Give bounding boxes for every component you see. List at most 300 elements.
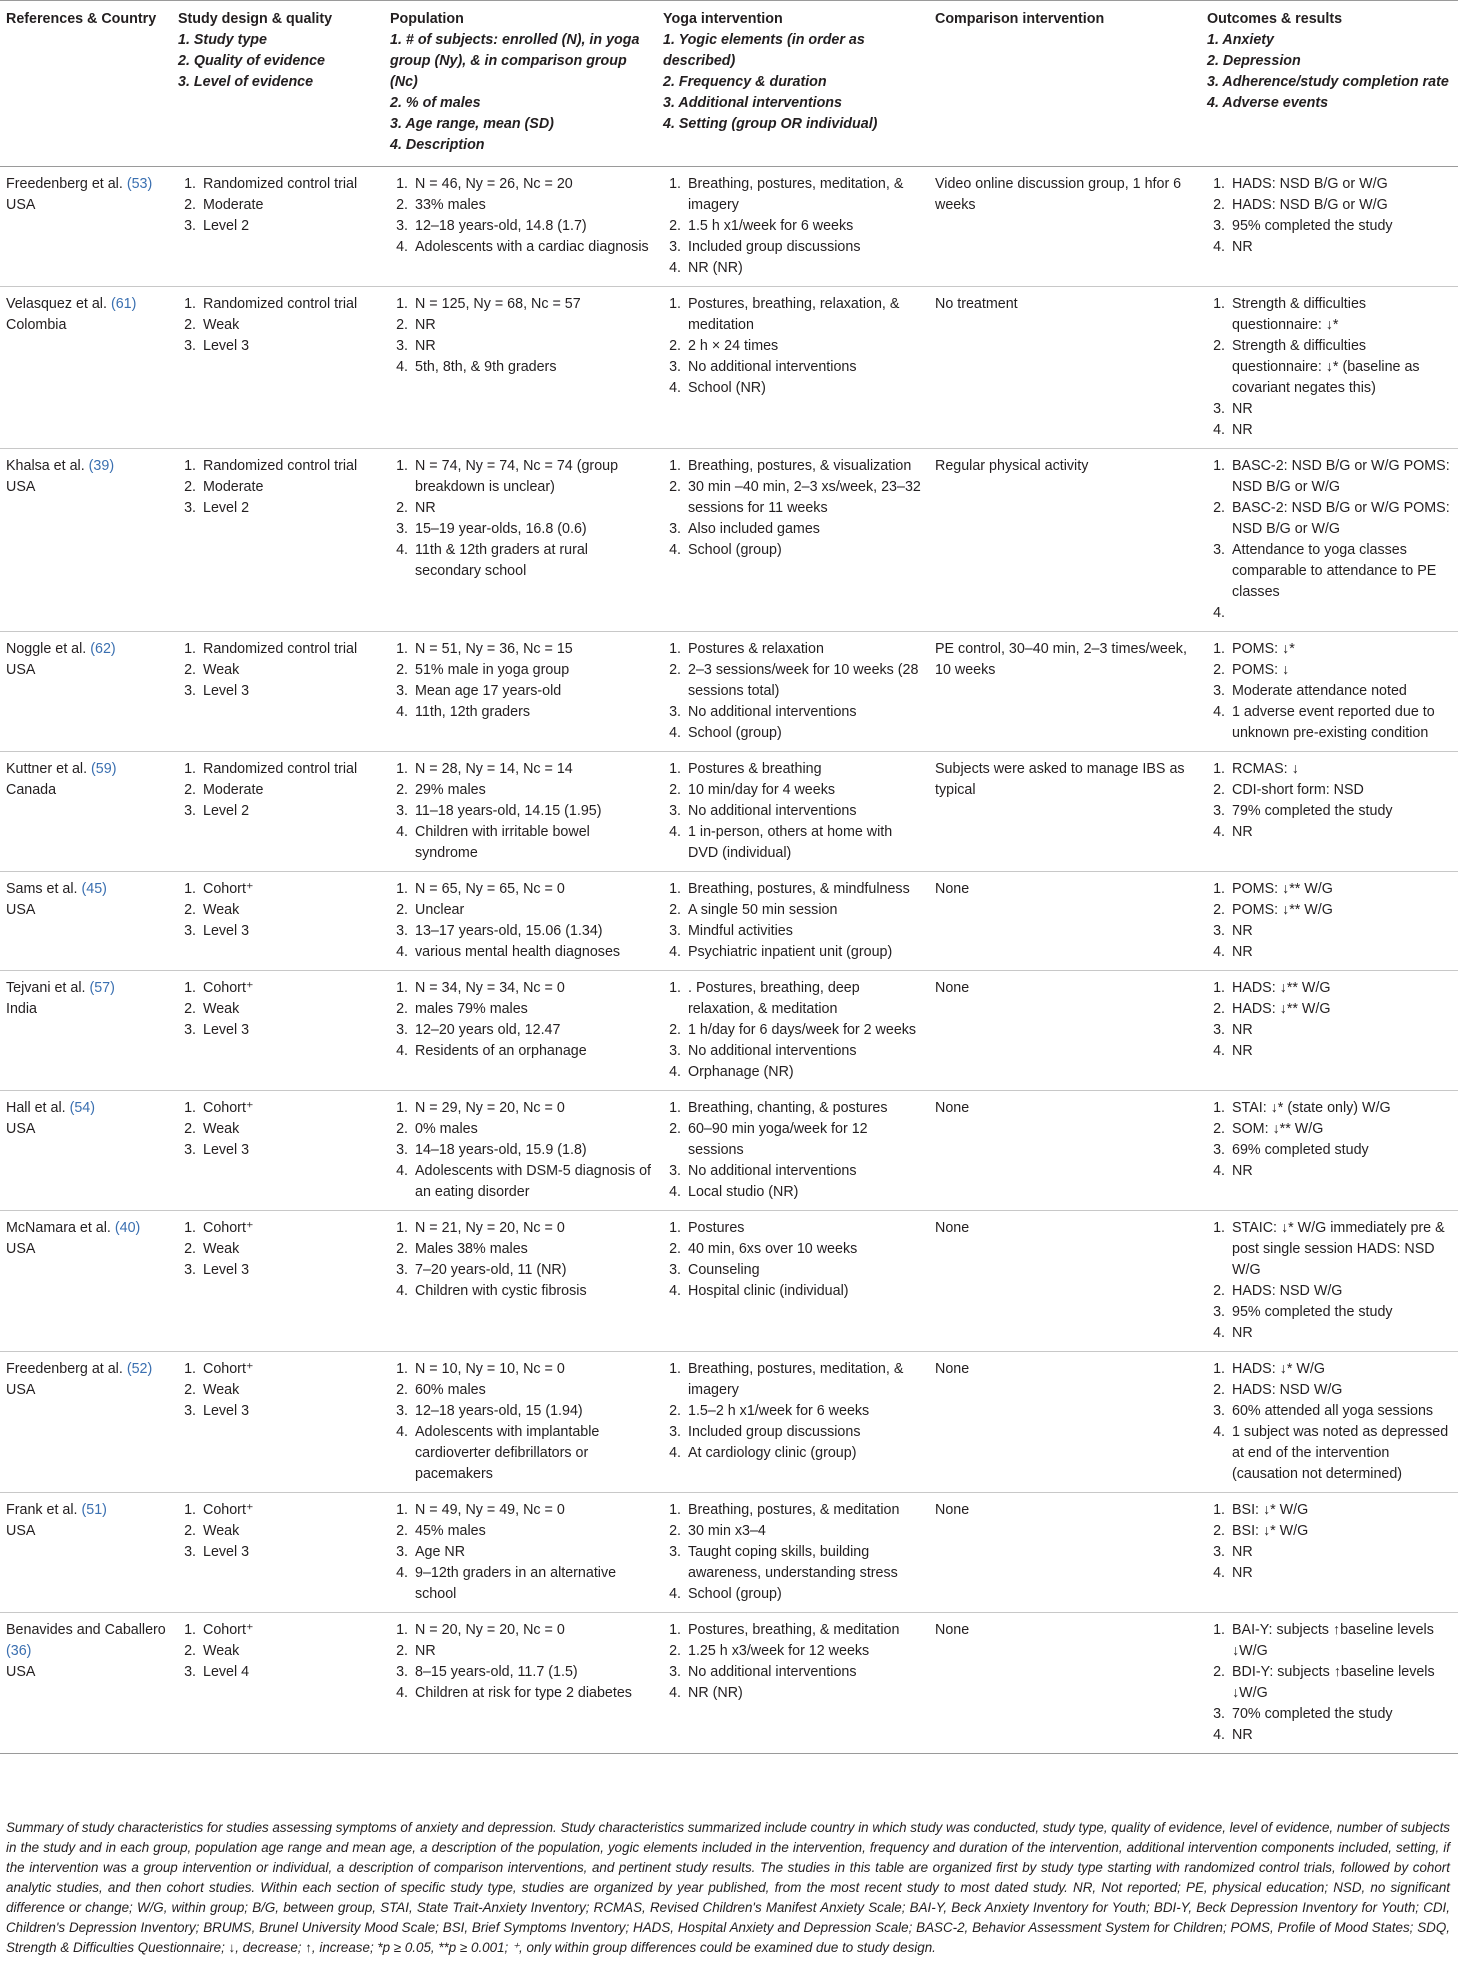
reference-cell [0,449,172,632]
population-list [390,639,651,723]
list-item: 1. BASC-2: NSD B/G or W/G POMS: NSD B/G or W/G [1229,456,1452,498]
yoga-list [663,1218,923,1302]
list-item: 2. Moderate [200,195,378,216]
list-item: 3. No additional interventions [685,1662,923,1683]
outcomes-list [1207,1218,1452,1344]
list-item: 2. Weak [200,900,378,921]
outcomes-list [1207,879,1452,963]
list-item: 4. 9–12th graders in an alternative school [412,1563,651,1605]
list-item: 2. Moderate [200,477,378,498]
table-row [0,1211,1458,1352]
list-item: 4. NR [1229,237,1452,258]
reference-link[interactable]: (57) [89,980,115,996]
list-item: 2. 10 min/day for 4 weeks [685,780,923,801]
design-cell [172,167,384,287]
list-item: 3. Level 3 [200,1401,378,1422]
outcomes-cell [1201,872,1458,971]
list-item: 3. NR [412,336,651,357]
comparison-cell: None [929,1091,1201,1211]
header-item: 2. Quality of evidence [178,53,325,69]
yoga-cell [657,1613,929,1754]
list-item: 2. HADS: NSD B/G or W/G [1229,195,1452,216]
reference-link[interactable]: (36) [6,1643,32,1659]
list-item: 2. Males 38% males [412,1239,651,1260]
header-references [0,1,172,167]
comparison-cell: None [929,872,1201,971]
list-item: 3. 69% completed study [1229,1140,1452,1161]
reference-cell [0,167,172,287]
list-item: 3. Included group discussions [685,1422,923,1443]
reference-link[interactable]: (61) [110,296,137,312]
population-list [390,1359,651,1485]
list-item: 1. BSI: ↓* W/G [1229,1500,1452,1521]
yoga-list [663,879,923,963]
header-item: 3. Level of evidence [178,74,314,90]
list-item: 3. Level 3 [200,921,378,942]
population-cell [384,167,657,287]
list-item: 1. Randomized control trial [200,456,378,477]
list-item: 1. N = 51, Ny = 36, Nc = 15 [412,639,651,660]
population-cell [384,752,657,872]
list-item: 2. 60% males [412,1380,651,1401]
table-row [0,1613,1458,1754]
outcomes-cell [1201,971,1458,1091]
comparison-cell: None [929,1352,1201,1493]
list-item: 1. N = 46, Ny = 26, Nc = 20 [412,174,651,195]
table-row [0,167,1458,287]
list-item: 1. STAIC: ↓* W/G immediately pre & post single session HADS: NSD W/G [1229,1218,1452,1281]
list-item: 2. Weak [200,315,378,336]
list-item: 1. Strength & difficulties questionnaire: ↓* [1229,294,1452,336]
design-cell [172,971,384,1091]
list-item: 4. NR [1229,822,1452,843]
reference-link[interactable]: (59) [91,761,117,777]
outcomes-list [1207,456,1452,624]
list-item: 4. 11th, 12th graders [412,702,651,723]
header-population [384,1,657,167]
reference-country: Colombia [6,317,67,333]
outcomes-cell [1201,167,1458,287]
yoga-cell [657,1091,929,1211]
design-list [178,1620,378,1683]
header-item: 1. # of subjects: enrolled (N), in yoga group (Ny), & in comparison group (Nc) [390,32,640,90]
yoga-list [663,1098,923,1203]
list-item: 4. NR [1229,942,1452,963]
list-item: 1. HADS: ↓* W/G [1229,1359,1452,1380]
design-cell [172,632,384,752]
list-item: 2. POMS: ↓** W/G [1229,900,1452,921]
list-item: 1. RCMAS: ↓ [1229,759,1452,780]
list-item: 1. POMS: ↓* [1229,639,1452,660]
list-item: 2. 29% males [412,780,651,801]
list-item: 2. 51% male in yoga group [412,660,651,681]
list-item: 1. STAI: ↓* (state only) W/G [1229,1098,1452,1119]
list-item: 3. 14–18 years-old, 15.9 (1.8) [412,1140,651,1161]
comparison-cell: Regular physical activity [929,449,1201,632]
list-item: 1. N = 49, Ny = 49, Nc = 0 [412,1500,651,1521]
list-item: 2. A single 50 min session [685,900,923,921]
list-item: 4. 1 subject was noted as depressed at end of the intervention (causation not determined) [1229,1422,1452,1485]
outcomes-list [1207,759,1452,843]
outcomes-cell [1201,449,1458,632]
yoga-list [663,1500,923,1605]
population-list [390,1500,651,1605]
reference-author: Benavides and Caballero [6,1622,166,1638]
reference-cell [0,872,172,971]
list-item: 1. Postures & relaxation [685,639,923,660]
design-cell [172,287,384,449]
design-cell [172,1352,384,1493]
reference-cell [0,1613,172,1754]
list-item: 4. At cardiology clinic (group) [685,1443,923,1464]
reference-author: Freedenberg et al. [6,176,123,192]
outcomes-cell [1201,752,1458,872]
outcomes-cell [1201,1211,1458,1352]
table-row [0,872,1458,971]
population-list [390,1620,651,1704]
list-item: 3. Mindful activities [685,921,923,942]
list-item: 2. POMS: ↓ [1229,660,1452,681]
list-item: 4. NR (NR) [685,1683,923,1704]
list-item: 2. 30 min x3–4 [685,1521,923,1542]
list-item: 2. 45% males [412,1521,651,1542]
reference-cell [0,752,172,872]
list-item: 1. Breathing, postures, meditation, & imagery [685,1359,923,1401]
list-item: 1. N = 10, Ny = 10, Nc = 0 [412,1359,651,1380]
yoga-cell [657,287,929,449]
list-item: 3. Age NR [412,1542,651,1563]
population-cell [384,287,657,449]
list-item: 4. NR (NR) [685,258,923,279]
yoga-cell [657,632,929,752]
list-item: 4. Children at risk for type 2 diabetes [412,1683,651,1704]
reference-link[interactable]: (45) [81,881,107,897]
yoga-list [663,174,923,279]
reference-cell [0,1091,172,1211]
list-item: 3. NR [1229,399,1452,420]
list-item: 2. 1 h/day for 6 days/week for 2 weeks [685,1020,923,1041]
reference-author: McNamara et al. [6,1220,111,1236]
header-item: 2. % of males [390,95,481,111]
outcomes-cell [1201,1352,1458,1493]
list-item: 3. Attendance to yoga classes comparable to attendance to PE classes [1229,540,1452,603]
list-item: 1. N = 74, Ny = 74, Nc = 74 (group breakdown is unclear) [412,456,651,498]
yoga-cell [657,449,929,632]
list-item: 2. Weak [200,1119,378,1140]
population-list [390,1098,651,1203]
list-item: 2. NR [412,498,651,519]
list-item: 2. NR [412,1641,651,1662]
list-item: 2. BDI-Y: subjects ↑baseline levels ↓W/G [1229,1662,1452,1704]
reference-country: USA [6,1664,36,1680]
outcomes-cell [1201,1613,1458,1754]
reference-author: Hall et al. [6,1100,66,1116]
yoga-cell [657,1493,929,1613]
population-cell [384,1613,657,1754]
list-item: 3. Level 3 [200,336,378,357]
header-item: 2. Depression [1207,53,1301,69]
list-item: 2. HADS: NSD W/G [1229,1281,1452,1302]
reference-author: Noggle et al. [6,641,87,657]
population-list [390,978,651,1062]
list-item: 4. NR [1229,1725,1452,1746]
yoga-list [663,1620,923,1704]
reference-link[interactable]: (53) [126,176,153,192]
list-item: 3. NR [1229,1542,1452,1563]
table-row [0,1352,1458,1493]
list-item: 3. NR [1229,1020,1452,1041]
header-item: 1. Study type [178,32,267,48]
header-study-design-title: Study design & quality [178,11,333,27]
reference-country: India [6,1001,38,1017]
list-item: 3. No additional interventions [685,702,923,723]
header-comparison-title: Comparison intervention [935,11,1105,27]
comparison-cell: None [929,1613,1201,1754]
yoga-cell [657,1211,929,1352]
list-item: 2. 33% males [412,195,651,216]
population-cell [384,632,657,752]
list-item: 1. Randomized control trial [200,294,378,315]
header-outcomes-title: Outcomes & results [1207,11,1343,27]
reference-link[interactable]: (54) [69,1100,96,1116]
reference-link[interactable]: (40) [114,1220,141,1236]
list-item: 3. No additional interventions [685,1161,923,1182]
reference-cell [0,1211,172,1352]
list-item: 3. 11–18 years-old, 14.15 (1.95) [412,801,651,822]
list-item: 1. Breathing, postures, meditation, & imagery [685,174,923,216]
list-item: 3. 15–19 year-olds, 16.8 (0.6) [412,519,651,540]
list-item: 3. Level 4 [200,1662,378,1683]
list-item: 3. 79% completed the study [1229,801,1452,822]
reference-cell [0,632,172,752]
reference-link[interactable]: (39) [88,458,115,474]
reference-author: Khalsa et al. [6,458,85,474]
list-item: 3. Level 2 [200,216,378,237]
reference-country: USA [6,479,36,495]
list-item: 3. 95% completed the study [1229,216,1452,237]
outcomes-list [1207,1098,1452,1182]
outcomes-cell [1201,1493,1458,1613]
list-item: 3. NR [1229,921,1452,942]
list-item: 2. 1.25 h x3/week for 12 weeks [685,1641,923,1662]
list-item: 3. Moderate attendance noted [1229,681,1452,702]
comparison-cell: None [929,971,1201,1091]
design-cell [172,1493,384,1613]
reference-cell [0,1352,172,1493]
header-study-design [172,1,384,167]
list-item: 1. Cohort⁺ [200,1218,378,1239]
list-item: 3. 70% completed the study [1229,1704,1452,1725]
list-item: 4. Children with irritable bowel syndrome [412,822,651,864]
outcomes-cell [1201,1091,1458,1211]
list-item: 2. Weak [200,1521,378,1542]
reference-author: Freedenberg at al. [6,1361,123,1377]
list-item: 1. Breathing, chanting, & postures [685,1098,923,1119]
list-item: 4. various mental health diagnoses [412,942,651,963]
list-item: 1. Postures & breathing [685,759,923,780]
list-item: 3. Also included games [685,519,923,540]
list-item: 2. Weak [200,1239,378,1260]
outcomes-list [1207,1359,1452,1485]
reference-country: Canada [6,782,57,798]
list-item: 2. Weak [200,660,378,681]
yoga-cell [657,167,929,287]
list-item: 4. NR [1229,1323,1452,1344]
header-item: 2. Frequency & duration [663,74,827,90]
reference-author: Sams et al. [6,881,78,897]
design-list [178,879,378,942]
yoga-list [663,1359,923,1464]
list-item: 4. School (group) [685,540,923,561]
table-row [0,287,1458,449]
list-item: 4. Adolescents with DSM-5 diagnosis of an eating disorder [412,1161,651,1203]
list-item: 1. Postures [685,1218,923,1239]
reference-link[interactable]: (51) [81,1502,107,1518]
population-cell [384,971,657,1091]
list-item: 2. 1.5–2 h x1/week for 6 weeks [685,1401,923,1422]
reference-country: USA [6,1382,36,1398]
list-item: 3. Level 3 [200,1260,378,1281]
list-item: 3. Taught coping skills, building awareness, understanding stress [685,1542,923,1584]
outcomes-list [1207,639,1452,744]
list-item: 3. Included group discussions [685,237,923,258]
outcomes-list [1207,978,1452,1062]
table-header [0,1,1458,167]
list-item: 4. Adolescents with a cardiac diagnosis [412,237,651,258]
list-item: 3. 12–18 years-old, 15 (1.94) [412,1401,651,1422]
reference-cell [0,971,172,1091]
yoga-cell [657,971,929,1091]
yoga-list [663,978,923,1083]
list-item: 3. 12–20 years old, 12.47 [412,1020,651,1041]
list-item: 2. Weak [200,1380,378,1401]
design-list [178,1500,378,1563]
list-item: 3. No additional interventions [685,1041,923,1062]
table-row [0,971,1458,1091]
table-caption: Summary of study characteristics for studies assessing symptoms of anxiety and depression. Study characteristics summarized include country in which study was conducted, study type, quality of evidence, level of evidence, number of subjects in the study and in each group, population age range and mean age, a description of the population, yogic elements included in the intervention, frequency and duration of the intervention, additional intervention components included, setting, if the intervention was a group intervention or individual, a description of comparison interventions, and pertinent study results. The studies in this table are organized first by study type starting with randomized control trials, followed by cohort analytic studies, and then cohort studies. Within each section of specific study type, studies are organized by year published, from the most recent study to most dated study. NR, Not reported; PE, physical education; NSD, no significant difference or change; W/G, within group; B/G, between group, STAI, State Trait-Anxiety Inventory; RCMAS, Revised Children's Manifest Anxiety Scale; BAI-Y, Beck Anxiety Inventory for Youth; BDI-Y, Beck Depression Inventory for Youth; CDI, Children's Depression Inventory; BRUMS, Brunel University Mood Scale; BSI, Brief Symptoms Inventory; HADS, Hospital Anxiety and Depression Scale; BASC-2, Behavior Assessment System for Children; POMS, Profile of Mood States; SDQ, Strength & Difficulties Questionnaire; ↓, decrease; ↑, increase; *p ≥ 0.05, **p ≥ 0.001; ⁺, only within group differences could be examined due to study design. [6,1820,1450,1955]
list-item: 2. 0% males [412,1119,651,1140]
list-item: 2. BSI: ↓* W/G [1229,1521,1452,1542]
list-item: 1. Cohort⁺ [200,879,378,900]
reference-author: Velasquez et al. [6,296,107,312]
comparison-cell: None [929,1211,1201,1352]
list-item: 1. N = 21, Ny = 20, Nc = 0 [412,1218,651,1239]
table-row [0,1091,1458,1211]
list-item: 2. 2–3 sessions/week for 10 weeks (28 sessions total) [685,660,923,702]
list-item: 1. Breathing, postures, & visualization [685,456,923,477]
design-list [178,174,378,237]
design-cell [172,872,384,971]
list-item: 2. BASC-2: NSD B/G or W/G POMS: NSD B/G or W/G [1229,498,1452,540]
list-item: 2. Unclear [412,900,651,921]
list-item: 2. 1.5 h x1/week for 6 weeks [685,216,923,237]
header-item: 3. Age range, mean (SD) [390,116,554,132]
table-row [0,1493,1458,1613]
list-item: 2. Strength & difficulties questionnaire: ↓* (baseline as covariant negates this) [1229,336,1452,399]
list-item: 4. NR [1229,1041,1452,1062]
list-item: 4. NR [1229,1563,1452,1584]
list-item: 3. Level 2 [200,498,378,519]
list-item: 1. HADS: ↓** W/G [1229,978,1452,999]
yoga-list [663,759,923,864]
design-cell [172,1613,384,1754]
list-item: 3. Level 3 [200,1542,378,1563]
reference-country: USA [6,1523,36,1539]
list-item: 4. School (group) [685,1584,923,1605]
list-item: 3. Counseling [685,1260,923,1281]
outcomes-cell [1201,632,1458,752]
list-item: 1. POMS: ↓** W/G [1229,879,1452,900]
list-item: 4. NR [1229,420,1452,441]
design-list [178,1359,378,1422]
population-cell [384,449,657,632]
population-list [390,294,651,378]
population-list [390,879,651,963]
list-item: 4. 11th & 12th graders at rural secondary school [412,540,651,582]
population-list [390,1218,651,1302]
reference-link[interactable]: (52) [126,1361,153,1377]
list-item: 4. 1 adverse event reported due to unknown pre-existing condition [1229,702,1452,744]
design-list [178,294,378,357]
table-row [0,752,1458,872]
reference-country: USA [6,1121,36,1137]
list-item: 4. Orphanage (NR) [685,1062,923,1083]
design-cell [172,1091,384,1211]
list-item: 1. N = 20, Ny = 20, Nc = 0 [412,1620,651,1641]
list-item: 4. Children with cystic fibrosis [412,1281,651,1302]
comparison-cell: Video online discussion group, 1 hfor 6 weeks [929,167,1201,287]
list-item: 1. Cohort⁺ [200,1359,378,1380]
list-item: 2. Weak [200,1641,378,1662]
design-list [178,1098,378,1161]
outcomes-list [1207,1500,1452,1584]
reference-link[interactable]: (62) [90,641,116,657]
comparison-cell: None [929,1493,1201,1613]
list-item: 3. Level 3 [200,681,378,702]
list-item: 3. 95% completed the study [1229,1302,1452,1323]
population-list [390,759,651,864]
design-list [178,639,378,702]
list-item: 2. Weak [200,999,378,1020]
outcomes-list [1207,294,1452,441]
population-cell [384,872,657,971]
list-item: 1. Cohort⁺ [200,978,378,999]
list-item: 4. Psychiatric inpatient unit (group) [685,942,923,963]
list-item: 4. NR [1229,1161,1452,1182]
yoga-cell [657,872,929,971]
outcomes-cell [1201,287,1458,449]
header-references-label: References & Country [6,11,157,27]
list-item: 1. Cohort⁺ [200,1500,378,1521]
comparison-cell: Subjects were asked to manage IBS as typical [929,752,1201,872]
population-list [390,174,651,258]
list-item: 3. 7–20 years-old, 11 (NR) [412,1260,651,1281]
list-item: 4. 5th, 8th, & 9th graders [412,357,651,378]
list-item: 1. N = 28, Ny = 14, Nc = 14 [412,759,651,780]
list-item: 2. HADS: NSD W/G [1229,1380,1452,1401]
list-item: 2. CDI-short form: NSD [1229,780,1452,801]
list-item [1229,603,1452,624]
list-item: 1. BAI-Y: subjects ↑baseline levels ↓W/G [1229,1620,1452,1662]
list-item: 1. HADS: NSD B/G or W/G [1229,174,1452,195]
list-item: 4. Hospital clinic (individual) [685,1281,923,1302]
list-item: 3. No additional interventions [685,801,923,822]
list-item: 4. 1 in-person, others at home with DVD (individual) [685,822,923,864]
reference-author: Frank et al. [6,1502,78,1518]
header-item: 1. Anxiety [1207,32,1275,48]
list-item: 1. N = 34, Ny = 34, Nc = 0 [412,978,651,999]
yoga-cell [657,1352,929,1493]
